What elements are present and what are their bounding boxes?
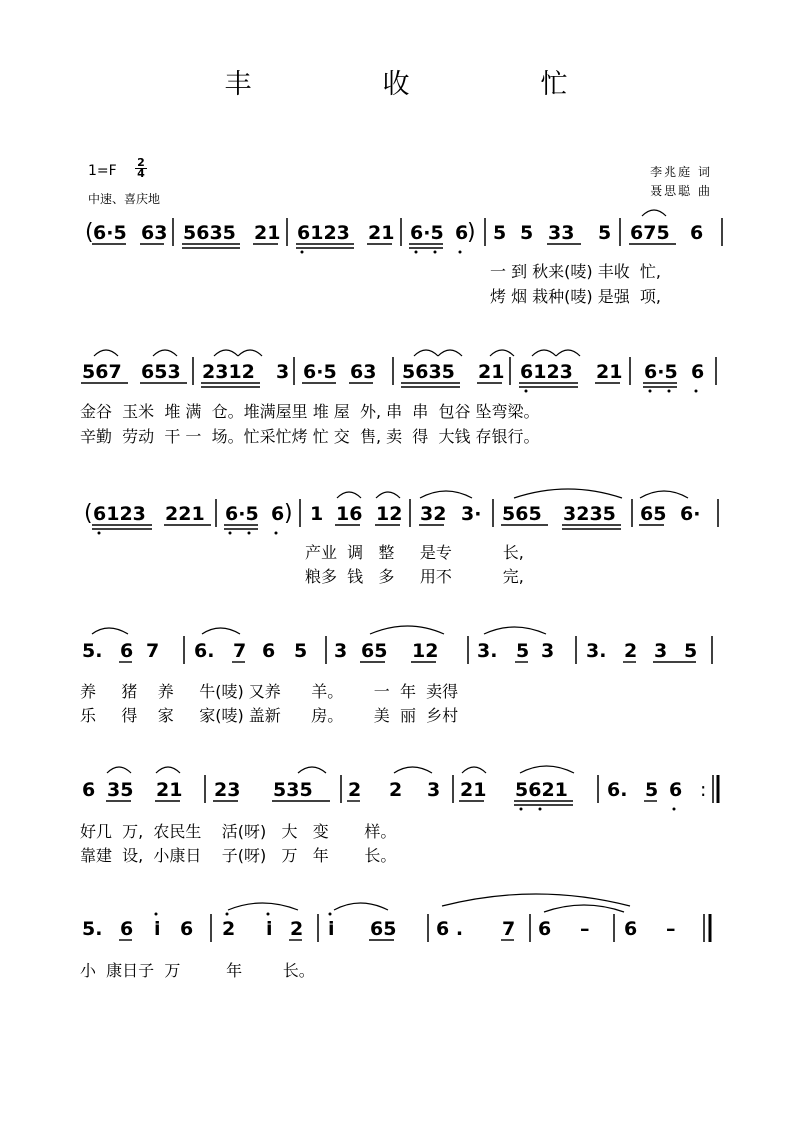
- svg-text:565: 565: [502, 503, 542, 525]
- svg-text:653: 653: [141, 361, 181, 383]
- lyric-line-4a: 养 猪 养 牛(唛) 又养 羊。 一 年 卖得: [80, 682, 459, 701]
- svg-text:6·5: 6·5: [93, 222, 127, 244]
- svg-text:2: 2: [348, 779, 362, 801]
- svg-text:6: 6: [538, 918, 552, 940]
- svg-text:6: 6: [120, 918, 134, 940]
- svg-text:3: 3: [427, 779, 441, 801]
- svg-text:5635: 5635: [183, 222, 236, 244]
- svg-text:5: 5: [645, 779, 659, 801]
- svg-text:5: 5: [684, 640, 698, 662]
- svg-text:1: 1: [310, 503, 324, 525]
- svg-text:3235: 3235: [563, 503, 616, 525]
- svg-text:32: 32: [420, 503, 447, 525]
- svg-text:65: 65: [640, 503, 667, 525]
- key-signature: 1=F: [88, 163, 117, 179]
- lyric-line-2a: 金谷 玉米 堆 满 仓。堆满屋里 堆 屋 外, 串 串 包谷 坠弯梁。: [80, 402, 540, 421]
- svg-text:6·5: 6·5: [410, 222, 444, 244]
- svg-text:5.: 5.: [82, 640, 103, 662]
- lyric-line-5b: 靠建 设, 小康日 子(呀) 万 年 长。: [80, 846, 397, 865]
- svg-text:6 .: 6 .: [436, 918, 464, 940]
- svg-text:6.: 6.: [194, 640, 215, 662]
- svg-text:(: (: [84, 501, 93, 526]
- svg-text:3: 3: [654, 640, 668, 662]
- svg-text:6: 6: [455, 222, 469, 244]
- svg-text:6·: 6·: [680, 503, 701, 525]
- svg-text:6: 6: [82, 779, 96, 801]
- composer-credit: 聂思聪 曲: [650, 184, 712, 198]
- lyricist-credit: 李兆庭 词: [650, 165, 712, 179]
- svg-text:21: 21: [254, 222, 281, 244]
- svg-text:16: 16: [336, 503, 363, 525]
- svg-text:3: 3: [334, 640, 348, 662]
- svg-text:21: 21: [156, 779, 183, 801]
- svg-text:6: 6: [180, 918, 194, 940]
- svg-text:5: 5: [520, 222, 534, 244]
- svg-text:33: 33: [548, 222, 575, 244]
- svg-text:): ): [467, 220, 476, 245]
- svg-text:3.: 3.: [477, 640, 498, 662]
- svg-text:): ): [284, 501, 293, 526]
- svg-text:63: 63: [350, 361, 377, 383]
- lyric-line-1a: 一 到 秋来(唛) 丰收 忙,: [490, 262, 662, 281]
- svg-text:2: 2: [290, 918, 304, 940]
- svg-text:5621: 5621: [515, 779, 568, 801]
- song-title: 丰 收 忙: [224, 69, 620, 100]
- svg-text:65: 65: [370, 918, 397, 940]
- svg-text:221: 221: [165, 503, 205, 525]
- lyric-line-1b: 烤 烟 栽种(唛) 是强 项,: [490, 287, 662, 306]
- svg-text:5: 5: [493, 222, 507, 244]
- svg-text:i: i: [328, 918, 335, 940]
- time-signature: $\frac{2}{4}$: [135, 158, 147, 179]
- svg-text:3: 3: [541, 640, 555, 662]
- svg-text:5.: 5.: [82, 918, 103, 940]
- svg-text:6: 6: [690, 222, 704, 244]
- svg-text:23: 23: [214, 779, 241, 801]
- svg-text:21: 21: [596, 361, 623, 383]
- svg-text:5635: 5635: [402, 361, 455, 383]
- svg-text:6: 6: [669, 779, 683, 801]
- svg-text:6·5: 6·5: [225, 503, 259, 525]
- svg-text:5: 5: [294, 640, 308, 662]
- lyric-line-6: 小 康日子 万 年 长。: [80, 961, 315, 980]
- svg-text:12: 12: [376, 503, 403, 525]
- svg-text:2312: 2312: [202, 361, 255, 383]
- svg-text:2: 2: [624, 640, 638, 662]
- svg-text:6·5: 6·5: [644, 361, 678, 383]
- system-3: [84, 489, 718, 535]
- svg-text:6: 6: [262, 640, 276, 662]
- svg-text:–: –: [580, 918, 590, 940]
- svg-text:6: 6: [120, 640, 134, 662]
- lyric-line-3b: 粮多 钱 多 用不 完,: [305, 567, 524, 586]
- svg-text:6·5: 6·5: [303, 361, 337, 383]
- svg-text:(: (: [85, 220, 94, 245]
- svg-text:65: 65: [361, 640, 388, 662]
- svg-text:21: 21: [368, 222, 395, 244]
- svg-text:7: 7: [146, 640, 160, 662]
- svg-text:–: –: [666, 918, 676, 940]
- system-6: [82, 894, 710, 942]
- svg-text:3·: 3·: [461, 503, 482, 525]
- svg-text:6123: 6123: [93, 503, 146, 525]
- svg-text:5: 5: [516, 640, 530, 662]
- svg-text:6.: 6.: [607, 779, 628, 801]
- svg-text:535: 535: [273, 779, 313, 801]
- system-2: [81, 350, 716, 393]
- svg-text:63: 63: [141, 222, 168, 244]
- tempo-marking: 中速、喜庆地: [88, 192, 161, 206]
- svg-text:6123: 6123: [520, 361, 573, 383]
- svg-text:21: 21: [478, 361, 505, 383]
- svg-text:21: 21: [460, 779, 487, 801]
- system-4: [82, 626, 712, 664]
- svg-text:2: 2: [222, 918, 236, 940]
- svg-text:3: 3: [276, 361, 290, 383]
- svg-text:675: 675: [630, 222, 670, 244]
- lyric-line-2b: 辛勤 劳动 干 一 场。忙采忙烤 忙 交 售, 卖 得 大钱 存银行。: [80, 427, 540, 446]
- svg-text:7: 7: [233, 640, 247, 662]
- svg-text:6: 6: [624, 918, 638, 940]
- system-1: [85, 210, 722, 254]
- lyric-line-3a: 产业 调 整 是专 长,: [305, 543, 524, 562]
- lyric-line-4b: 乐 得 家 家(唛) 盖新 房。 美 丽 乡村: [80, 706, 459, 725]
- system-5: [82, 766, 718, 811]
- svg-text:i: i: [154, 918, 161, 940]
- svg-text:35: 35: [107, 779, 134, 801]
- svg-text:12: 12: [412, 640, 439, 662]
- svg-text::: :: [700, 779, 707, 801]
- svg-text:i: i: [266, 918, 273, 940]
- svg-text:3.: 3.: [586, 640, 607, 662]
- svg-text:7: 7: [502, 918, 516, 940]
- svg-text:6: 6: [271, 503, 285, 525]
- svg-text:6123: 6123: [297, 222, 350, 244]
- svg-text:2: 2: [389, 779, 403, 801]
- svg-text:6: 6: [691, 361, 705, 383]
- svg-text:567: 567: [82, 361, 122, 383]
- svg-text:5: 5: [598, 222, 612, 244]
- lyric-line-5a: 好几 万, 农民生 活(呀) 大 变 样。: [80, 822, 397, 841]
